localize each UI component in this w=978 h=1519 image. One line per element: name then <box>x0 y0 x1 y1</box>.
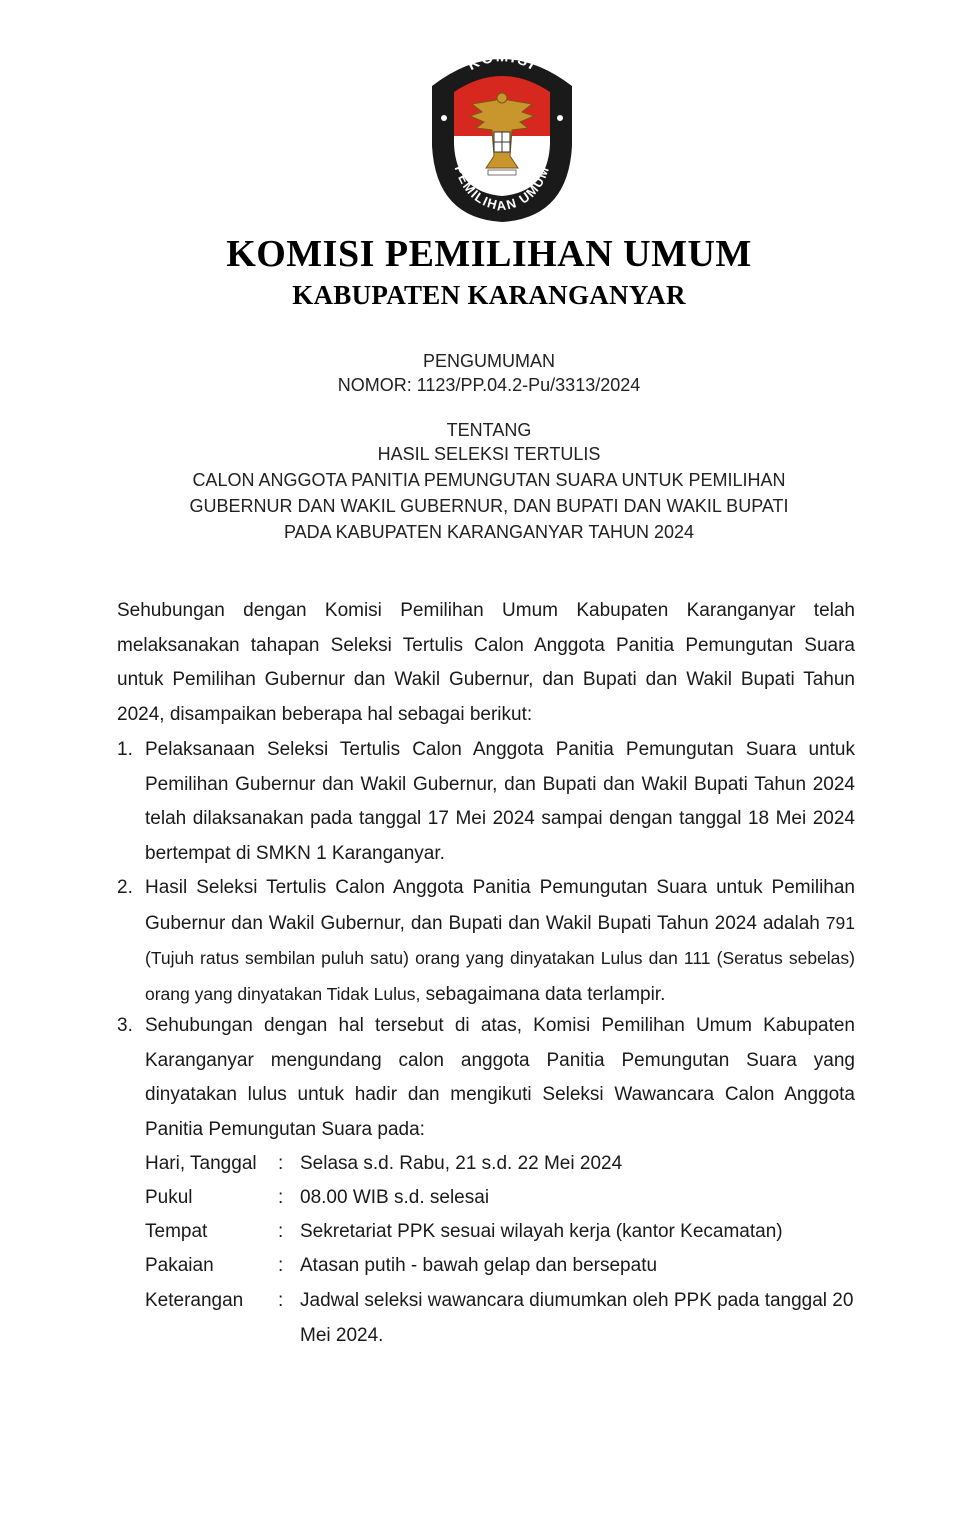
result-counts: 791 (Tujuh ratus sembilan puluh satu) orang yang dinyatakan Lulus dan 111 (Seratus sebelas) orang yang dinyatakan Tidak Lulus, <box>145 912 855 1004</box>
detail-colon: : <box>278 1221 284 1242</box>
detail-label: Hari, Tanggal <box>145 1153 257 1174</box>
detail-row <box>145 1147 857 1182</box>
list-text-part: sebagaimana data terlampir. <box>420 983 666 1005</box>
list-text-part: Hasil Seleksi Tertulis Calon Anggota Panitia Pemungutan Suara untuk Pemilihan Gubernur dan Wakil Gubernur, dan Bupati dan Wakil Bupati Tahun 2024 adalah <box>145 877 855 934</box>
detail-colon: : <box>278 1290 284 1311</box>
list-item <box>117 871 855 1012</box>
detail-label: Keterangan <box>145 1290 244 1311</box>
org-subtitle: KABUPATEN KARANGANYAR <box>292 280 686 310</box>
list-text <box>145 871 855 1012</box>
subject-line: PADA KABUPATEN KARANGANYAR TAHUN 2024 <box>283 522 695 542</box>
list-text: Pelaksanaan Seleksi Tertulis Calon Anggota Panitia Pemungutan Suara untuk Pemilihan Gubernur dan Wakil Gubernur, dan Bupati dan Wakil Bupati Tahun 2024 telah dilaksanakan pada tanggal 17 Mei 2024 sampai dengan tanggal 18 Mei 2024 bertempat di SMKN 1 Karanganyar. <box>145 739 855 864</box>
announcement-label: PENGUMUMAN <box>422 351 555 371</box>
subject-line: HASIL SELEKSI TERTULIS <box>377 444 601 464</box>
logo-text-top: KOMISI <box>464 48 540 75</box>
logo-text-bottom: PEMILIHAN UMUM <box>451 163 553 214</box>
detail-value: Sekretariat PPK sesuai wilayah kerja (kantor Kecamatan) <box>300 1221 783 1242</box>
list-number: 1. <box>117 739 133 760</box>
detail-value: 08.00 WIB s.d. selesai <box>300 1187 490 1208</box>
list-number: 3. <box>117 1015 133 1036</box>
intro-paragraph: Sehubungan dengan Komisi Pemilihan Umum Kabupaten Karanganyar telah melaksanakan tahapan Seleksi Tertulis Calon Anggota Panitia Pemungutan Suara untuk Pemilihan Gubernur dan Wakil Gubernur, dan Bupati dan Wakil Bupati Tahun 2024, disampaikan beberapa hal sebagai berikut: <box>117 600 855 725</box>
detail-colon: : <box>278 1153 284 1174</box>
list-number: 2. <box>117 877 133 898</box>
detail-value: Jadwal seleksi wawancara diumumkan oleh PPK pada tanggal 20 Mei 2024. <box>300 1290 854 1346</box>
announcement-number: NOMOR: 1123/PP.04.2-Pu/3313/2024 <box>337 375 641 395</box>
detail-colon: : <box>278 1187 284 1208</box>
kpu-logo <box>426 46 578 224</box>
list-text: Sehubungan dengan hal tersebut di atas, Komisi Pemilihan Umum Kabupaten Karanganyar mengundang calon anggota Panitia Pemungutan Suara yang dinyatakan lulus untuk hadir dan mengikuti Seleksi Wawancara Calon Anggota Panitia Pemungutan Suara pada: <box>145 1015 855 1140</box>
detail-colon: : <box>278 1255 284 1276</box>
detail-row <box>145 1215 857 1250</box>
detail-value: Atasan putih - bawah gelap dan bersepatu <box>300 1255 658 1276</box>
detail-label: Pakaian <box>145 1255 214 1276</box>
list-item <box>117 733 855 871</box>
detail-value: Selasa s.d. Rabu, 21 s.d. 22 Mei 2024 <box>300 1153 623 1174</box>
announcement-about: TENTANG <box>446 420 532 440</box>
org-name: KOMISI PEMILIHAN UMUM <box>226 233 752 275</box>
detail-row <box>145 1181 857 1216</box>
subject-line: GUBERNUR DAN WAKIL GUBERNUR, DAN BUPATI DAN WAKIL BUPATI <box>189 496 789 516</box>
detail-row <box>145 1249 857 1284</box>
detail-label: Tempat <box>145 1221 208 1242</box>
detail-label: Pukul <box>145 1187 193 1208</box>
list-item <box>117 1009 855 1147</box>
detail-row <box>145 1284 857 1353</box>
subject-line: CALON ANGGOTA PANITIA PEMUNGUTAN SUARA UNTUK PEMILIHAN <box>192 470 786 490</box>
